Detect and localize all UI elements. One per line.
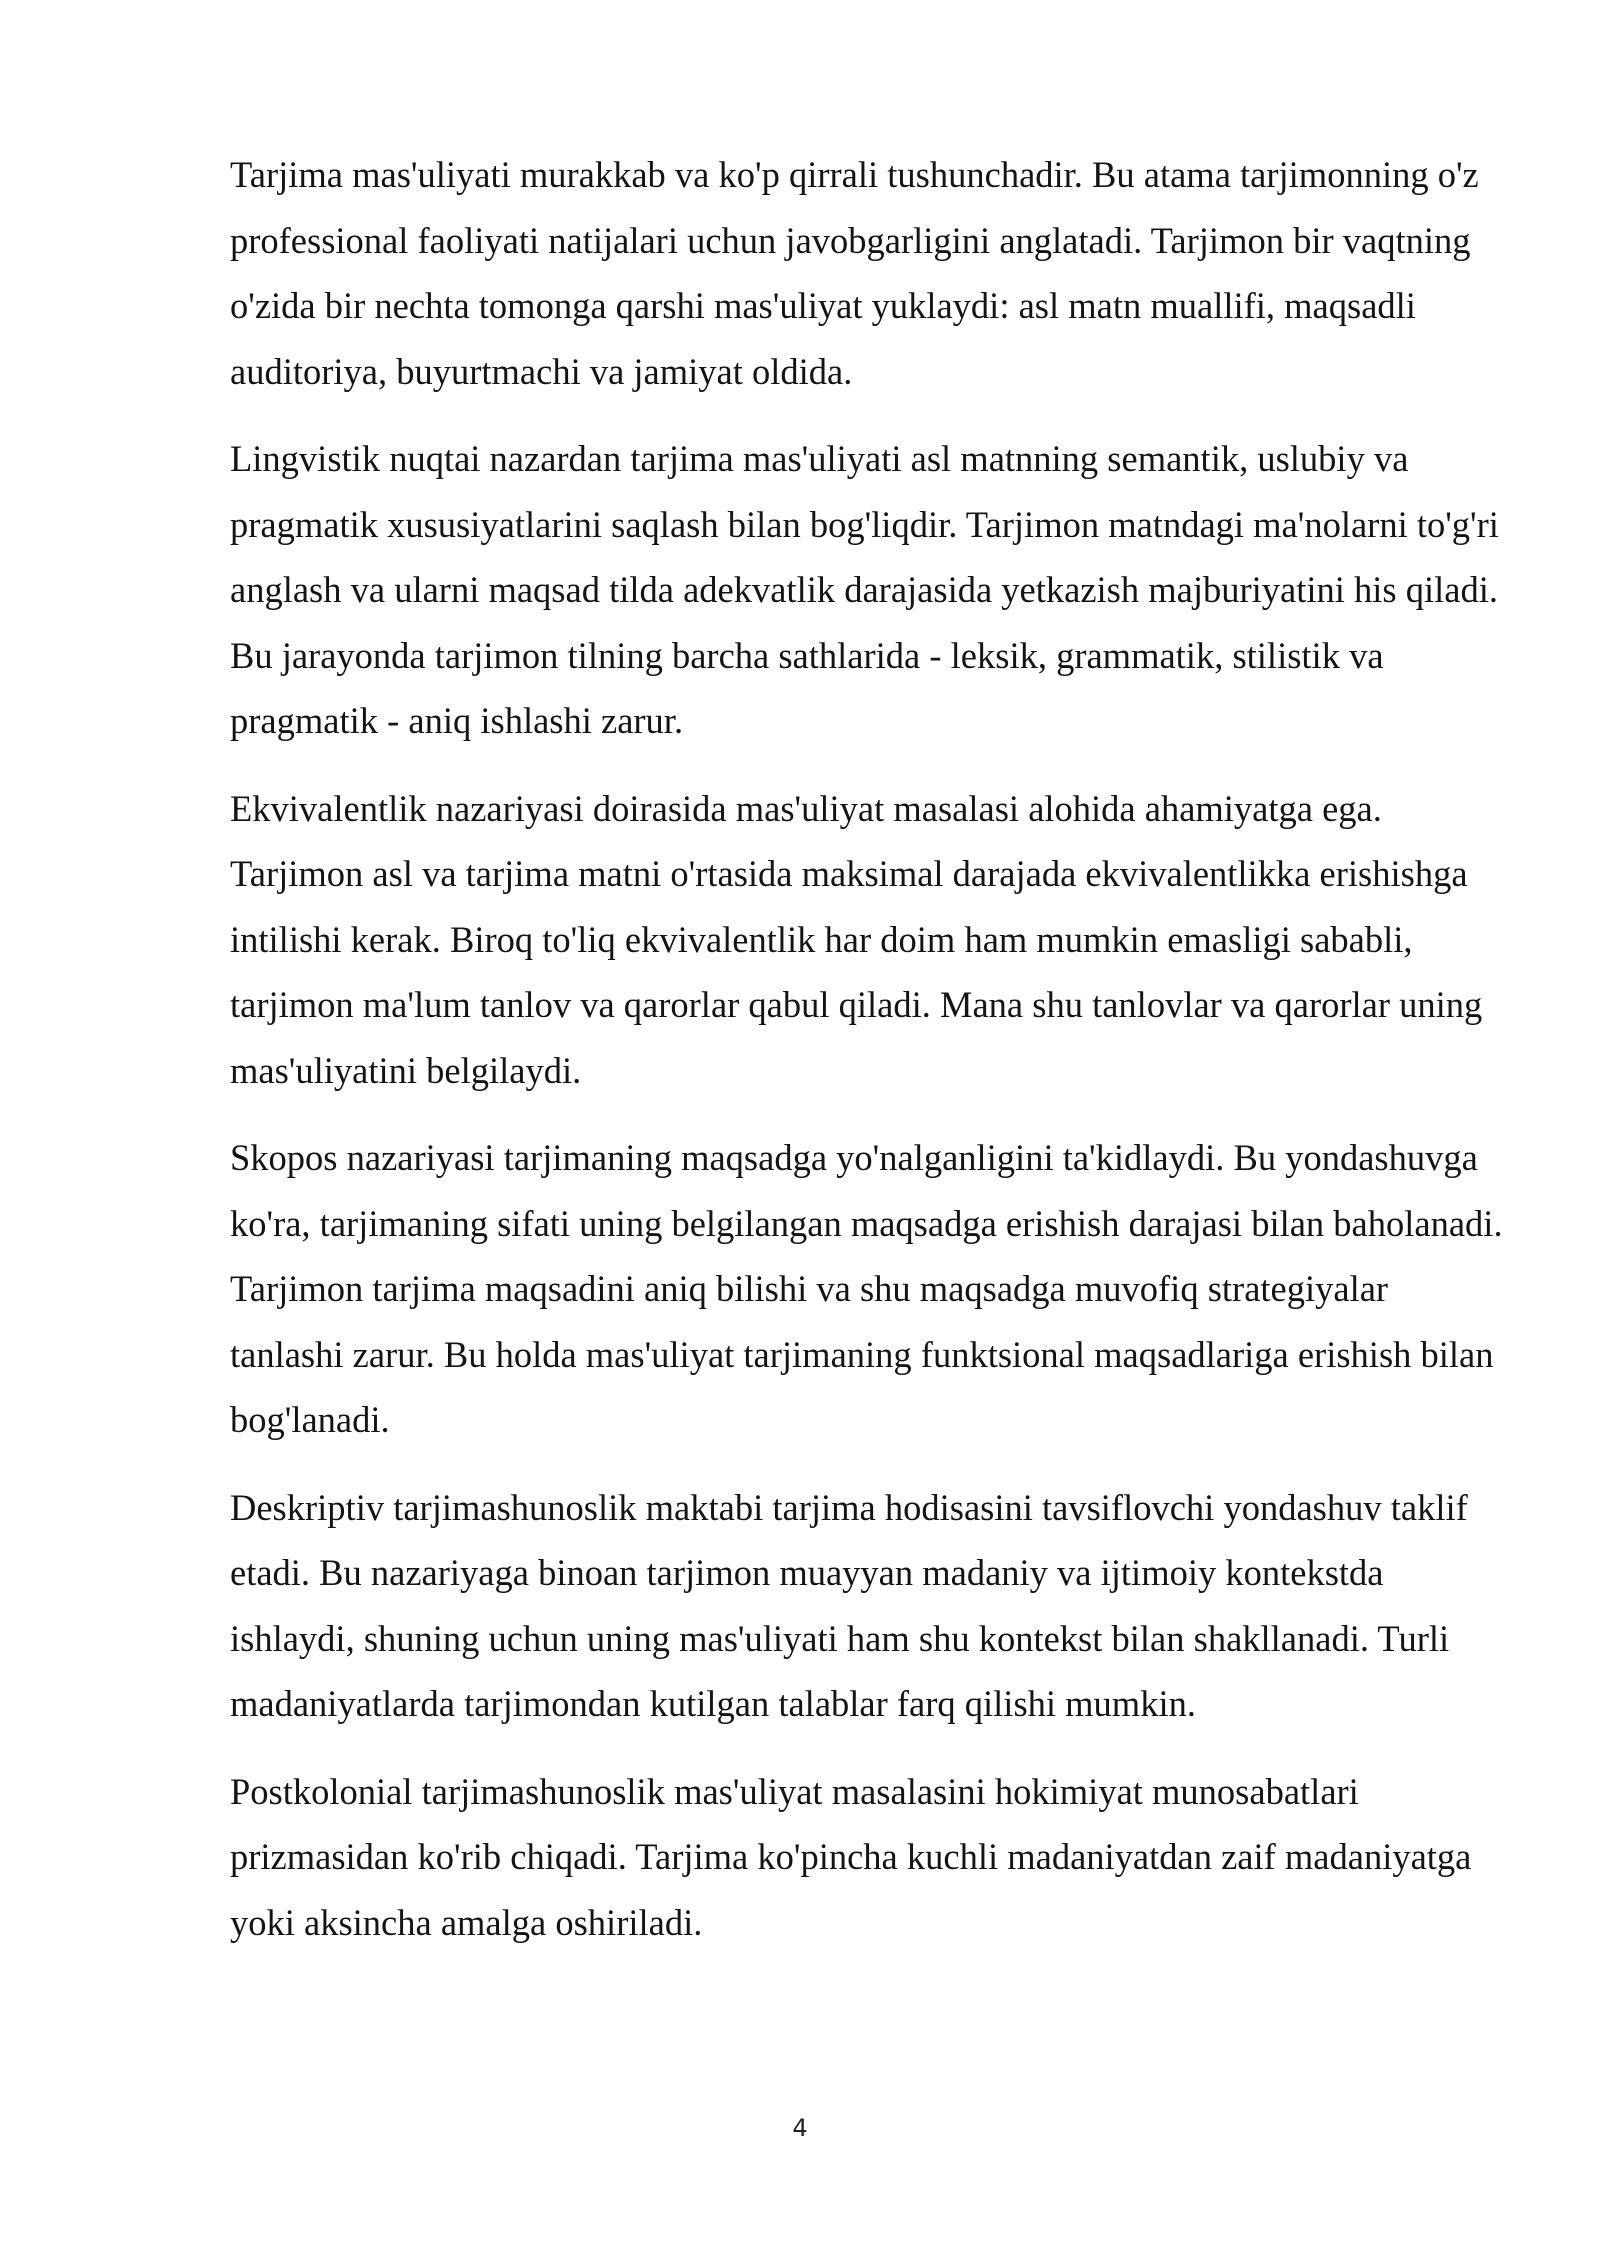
page-number: 4 [792,2114,808,2142]
paragraph-1: Tarjima mas'uliyati murakkab va ko'p qirrali tushunchadir. Bu atama tarjimonning o'z professional faoliyati natijalari uchun javobgarligini anglatadi. Tarjimon bir vaqtning o'zida bir nechta tomonga qarshi mas'uliyat yuklaydi: asl matn muallifi, maqsadli auditoriya, buyurtmachi va jamiyat oldida. [230,154,1479,392]
paragraph-5: Deskriptiv tarjimashunoslik maktabi tarjima hodisasini tavsiflovchi yondashuv taklif etadi. Bu nazariyaga binoan tarjimon muayyan madaniy va ijtimoiy kontekstda ishlaydi, shuning uchun uning mas'uliyati ham shu kontekst bilan shakllanadi. Turli madaniyatlarda tarjimondan kutilgan talablar farq qilishi mumkin. [230,1486,1468,1724]
paragraph-3: Ekvivalentlik nazariyasi doirasida mas'uliyat masalasi alohida ahamiyatga ega. Tarjimon asl va tarjima matni o'rtasida maksimal darajada ekvivalentlikka erishishga intilishi kerak. Biroq to'liq ekvivalentlik har doim ham mumkin emasligi sababli, tarjimon ma'lum tanlov va qarorlar qabul qiladi. Mana shu tanlovlar va qarorlar uning mas'uliyatini belgilaydi. [230,787,1483,1091]
paragraph-2: Lingvistik nuqtai nazardan tarjima mas'uliyati asl matnning semantik, uslubiy va pragmatik xususiyatlarini saqlash bilan bog'liqdir. Tarjimon matndagi ma'nolarni to'g'ri anglash va ularni maqsad tilda adekvatlik darajasida yetkazish majburiyatini his qiladi. Bu jarayonda tarjimon tilning barcha sathlarida - leksik, grammatik, stilistik va pragmatik - aniq ishlashi zarur. [230,438,1499,741]
paragraph-4: Skopos nazariyasi tarjimaning maqsadga yo'nalganligini ta'kidlaydi. Bu yondashuvga ko'ra, tarjimaning sifati uning belgilangan maqsadga erishish darajasi bilan baholanadi. Tarjimon tarjima maqsadini aniq bilishi va shu maqsadga muvofiq strategiyalar tanlashi zarur. Bu holda mas'uliyat tarjimaning funktsional maqsadlariga erishish bilan bog'lanadi. [230,1137,1503,1440]
document-body [230,142,1510,1977]
paragraph-6: Postkolonial tarjimashunoslik mas'uliyat masalasini hokimiyat munosabatlari prizmasidan ko'rib chiqadi. Tarjima ko'pincha kuchli madaniyatdan zaif madaniyatga yoki aksincha amalga oshiriladi. [230,1770,1472,1943]
